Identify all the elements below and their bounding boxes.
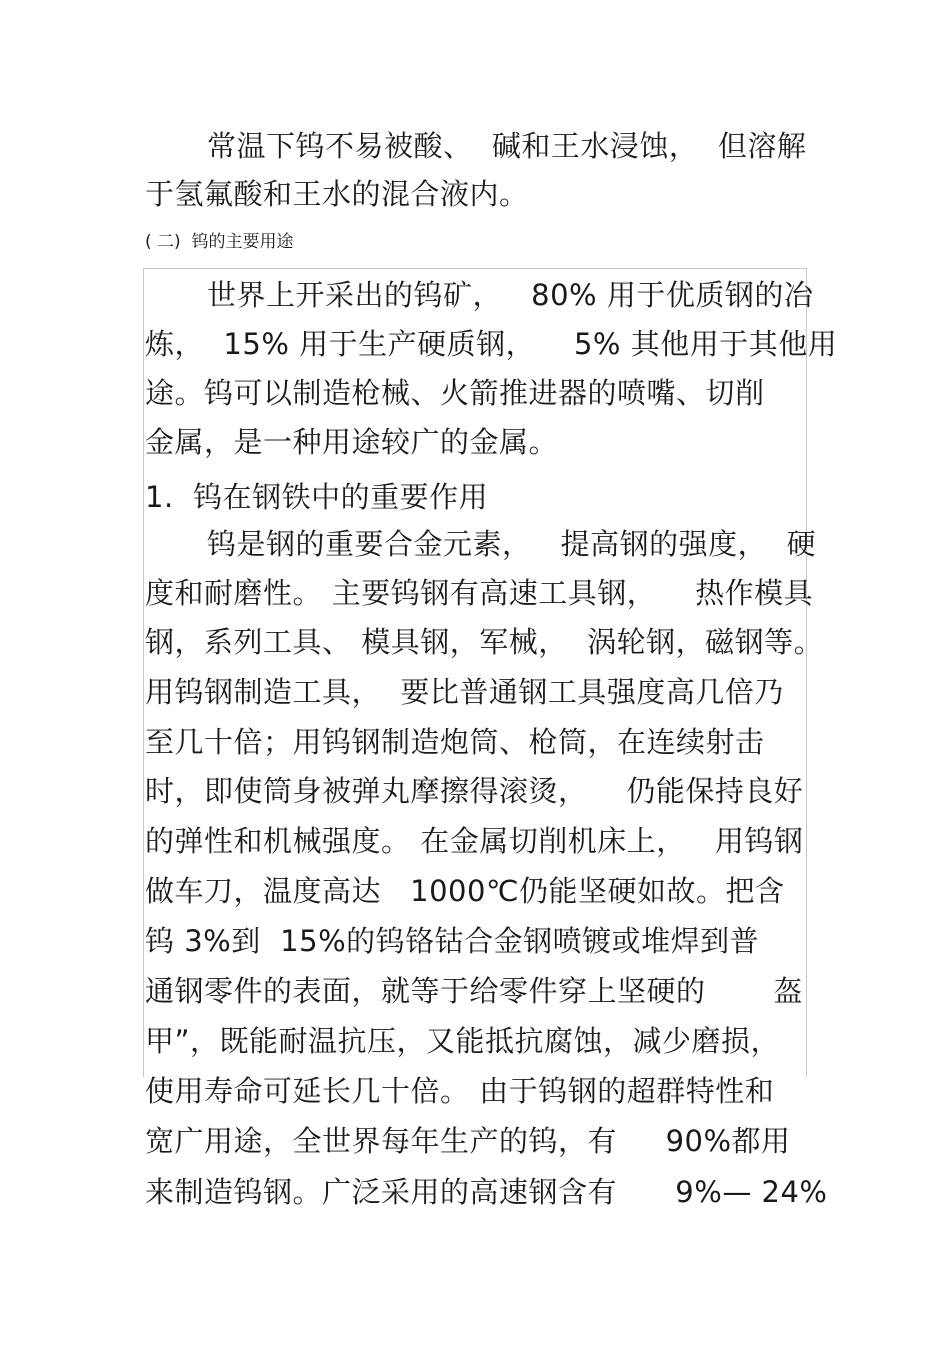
paragraph-line: 金属，是一种用途较广的金属。 <box>145 425 559 459</box>
paragraph-line: 使用寿命可延长几十倍。 由于钨钢的超群特性和 <box>145 1074 775 1108</box>
paragraph-line: 钨 3%到 15%的钨铬钴合金钢喷镀或堆焊到普 <box>145 924 760 958</box>
paragraph-line: 用钨钢制造工具， 要比普通钢工具强度高几倍乃 <box>145 675 784 709</box>
paragraph-line: 至几十倍；用钨钢制造炮筒、枪筒，在连续射击 <box>145 725 765 759</box>
paragraph-line: 甲”，既能耐温抗压，又能抵抗腐蚀，减少磨损， <box>145 1024 781 1058</box>
paragraph-line: 常温下钨不易被酸、 碱和王水浸蚀， 但溶解 <box>207 129 807 163</box>
paragraph-line: 世界上开采出的钨矿， 80% 用于优质钢的冶 <box>207 278 814 312</box>
paragraph-line: 宽广用途，全世界每年生产的钨，有 90%都用 <box>145 1124 791 1158</box>
paragraph-line: 钢，系列工具、 模具钢，军械， 涡轮钢，磁钢等。 <box>145 625 824 659</box>
paragraph-line: 度和耐磨性。 主要钨钢有高速工具钢， 热作模具 <box>145 576 814 610</box>
paragraph-line: 钨是钢的重要合金元素， 提高钢的强度， 硬 <box>207 527 817 561</box>
subsection-heading: 1. 钨在钢铁中的重要作用 <box>145 480 489 514</box>
paragraph-line: 的弹性和机械强度。 在金属切削机床上， 用钨钢 <box>145 824 804 858</box>
paragraph-line: 于氢氟酸和王水的混合液内。 <box>145 177 529 211</box>
paragraph-line: 做车刀，温度高达 1000℃仍能坚硬如故。把含 <box>145 874 785 908</box>
paragraph-line: 时，即使筒身被弹丸摩擦得滚烫， 仍能保持良好 <box>145 774 804 808</box>
section-heading: ( 二) 钨的主要用途 <box>145 232 294 252</box>
paragraph-line: 炼， 15% 用于生产硬质钢， 5% 其他用于其他用 <box>145 327 838 361</box>
paragraph-line: 通钢零件的表面，就等于给零件穿上坚硬的 盔 <box>145 974 804 1008</box>
paragraph-line: 来制造钨钢。广泛采用的高速钢含有 9%— 24% <box>145 1175 828 1209</box>
paragraph-line: 途。钨可以制造枪械、火箭推进器的喷嘴、切削 <box>145 376 765 410</box>
